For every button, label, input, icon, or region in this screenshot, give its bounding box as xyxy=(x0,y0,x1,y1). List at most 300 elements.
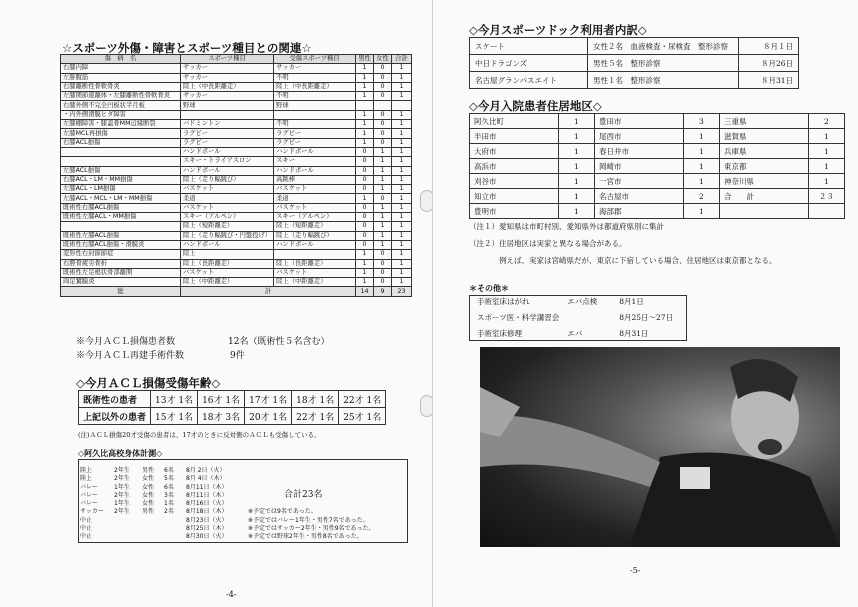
male-cell: 1 xyxy=(356,278,374,287)
total-label: 総 xyxy=(61,287,181,296)
total-cell: 1 xyxy=(391,259,411,268)
sport-cell: サッカー xyxy=(180,73,273,82)
male-cell: 0 xyxy=(356,203,374,212)
female-cell: 0 xyxy=(373,250,391,259)
injury-sport-cell: ハンドボール xyxy=(274,240,356,249)
event-row xyxy=(473,293,677,309)
athlete-grade: 2年生 xyxy=(114,491,130,499)
injury-sport-cell: 陸上（中長距離走） xyxy=(274,82,356,91)
age-note: (注)ＡＣＬ損傷20才受傷の患者は、17才のときに反対側のＡＣＬも受傷している。 xyxy=(78,431,321,439)
injury-sport-cell: 柔道 xyxy=(274,194,356,203)
athlete-grade: 2年生 xyxy=(114,467,130,474)
injury-row xyxy=(61,203,412,212)
diagnosis-cell: 既術性左膝ACL損傷 xyxy=(61,231,181,240)
area-count: 1 xyxy=(683,129,719,144)
area-count: 1 xyxy=(808,129,844,144)
athlete-date: 8月 2日（火） xyxy=(186,467,226,474)
injury-table-title: ☆スポーツ外傷・障害とスポーツ種目との関連☆ xyxy=(62,41,312,55)
area-name: 春日井市 xyxy=(594,144,683,159)
injury-sport-cell: ラグビー xyxy=(274,129,356,138)
injury-row xyxy=(61,101,412,110)
area-name: 海部郡 xyxy=(594,204,683,219)
male-cell: 0 xyxy=(356,222,374,231)
age-cell: 20才 1名 xyxy=(245,408,292,425)
athlete-sport: サッカー xyxy=(80,508,104,516)
area-name: 豊明市 xyxy=(470,204,559,219)
injury-row xyxy=(61,73,412,82)
athlete-sport: バレー xyxy=(80,500,99,508)
sport-cell: 柔道 xyxy=(180,194,273,203)
injury-row xyxy=(61,147,412,156)
injury-sport-cell: 陸上（長距離走） xyxy=(274,259,356,268)
male-cell: 1 xyxy=(356,138,374,147)
diagnosis-cell: 左膝MCL再損傷 xyxy=(61,129,181,138)
diagnosis-cell xyxy=(61,157,181,166)
event-who xyxy=(563,309,615,325)
sport-cell: 陸上（走り幅跳び・円盤投げ） xyxy=(180,231,273,240)
injury-sport-cell: 高跳棒 xyxy=(274,175,356,184)
diagnosis-cell: 変形性右封節節症 xyxy=(61,250,181,259)
diagnosis-cell: 右膝ACL・LM・MM損傷 xyxy=(61,175,181,184)
male-cell: 1 xyxy=(356,194,374,203)
athlete-photo xyxy=(480,347,840,547)
area-name: 岡崎市 xyxy=(594,159,683,174)
diagnosis-cell: 左膝棚障害・膝蓋骨MM辺縁断裂 xyxy=(61,120,181,129)
total-cell: 1 xyxy=(391,82,411,91)
injury-row xyxy=(61,222,412,231)
header-male: 男性 xyxy=(356,55,374,64)
area-name xyxy=(719,204,808,219)
area-name: 知立市 xyxy=(470,189,559,204)
sport-cell: バドミントン xyxy=(180,120,273,129)
injury-sport-cell: ハンドボール xyxy=(274,166,356,175)
female-cell: 1 xyxy=(373,175,391,184)
athlete-count: 2名 xyxy=(164,508,174,516)
injury-row xyxy=(61,92,412,101)
area-count: 1 xyxy=(558,144,594,159)
injury-sport-cell: バスケット xyxy=(274,203,356,212)
injury-sport-cell: バスケット xyxy=(274,268,356,277)
diagnosis-cell: 左膝ACL・MCL・LM・MM損傷 xyxy=(61,194,181,203)
diagnosis-cell: 左膝関節遊離体・左膝離断性骨軟骨炎 xyxy=(61,92,181,101)
diagnosis-cell: 左膝ACL損傷 xyxy=(61,166,181,175)
total-cell: 1 xyxy=(391,203,411,212)
diagnosis-cell: 既術性右膝ACL損傷・滑膜炎 xyxy=(61,240,181,249)
user-row xyxy=(470,55,799,72)
total-cell xyxy=(391,101,411,110)
user-date: ８月26日 xyxy=(739,55,799,72)
female-cell: 0 xyxy=(373,92,391,101)
athlete-photo-art xyxy=(480,347,840,547)
male-cell: 1 xyxy=(356,120,374,129)
area-name: 尾西市 xyxy=(594,129,683,144)
athlete-sport: 中止 xyxy=(80,516,93,524)
injury-sport-cell: 不明 xyxy=(274,120,356,129)
total-label-2: 計 xyxy=(180,287,355,296)
injury-row xyxy=(61,213,412,222)
athlete-count: 6名 xyxy=(164,483,174,491)
total-cell: 1 xyxy=(391,138,411,147)
total-cell: 1 xyxy=(391,222,411,231)
area-count: 1 xyxy=(558,159,594,174)
user-team: スケート xyxy=(470,38,588,55)
injury-sport-cell: サッカー xyxy=(274,64,356,73)
user-team: 中日ドラゴンズ xyxy=(470,55,588,72)
female-cell: 1 xyxy=(373,240,391,249)
user-row xyxy=(470,72,799,89)
area-count: 1 xyxy=(558,189,594,204)
athlete-row xyxy=(80,517,400,525)
female-cell: 1 xyxy=(373,203,391,212)
area-name: 合 計 xyxy=(719,189,808,204)
area-name: 東京都 xyxy=(719,159,808,174)
sport-cell: 野球 xyxy=(180,101,273,110)
user-detail: 女性２名 血液検査・尿検査 整形診察 xyxy=(588,38,739,55)
area-count: 1 xyxy=(558,129,594,144)
injury-row xyxy=(61,82,412,91)
age-table xyxy=(78,390,386,425)
athlete-count: 5名 xyxy=(164,475,174,483)
athlete-sex: 男性 xyxy=(142,508,155,516)
athlete-sport: 中止 xyxy=(80,525,93,533)
event-date: 8月31日 xyxy=(619,328,649,338)
injury-row xyxy=(61,157,412,166)
athlete-date: 8月 4日（木） xyxy=(186,475,226,483)
total-cell: 1 xyxy=(391,147,411,156)
total-male: 14 xyxy=(356,287,374,296)
athlete-count: 1名 xyxy=(164,500,174,508)
sport-cell: ラグビー xyxy=(180,129,273,138)
page-number-left: -4- xyxy=(226,590,237,599)
male-cell: 0 xyxy=(356,213,374,222)
athlete-sport: 中止 xyxy=(80,533,93,541)
event-row xyxy=(473,325,677,341)
male-cell: 0 xyxy=(356,231,374,240)
athlete-row xyxy=(80,533,400,541)
area-name: 大府市 xyxy=(470,144,559,159)
athlete-date: 8月23日（火） xyxy=(186,516,228,524)
diagnosis-cell: 既術性左足根状骨部離開 xyxy=(61,268,181,277)
female-cell: 0 xyxy=(373,120,391,129)
athlete-date: 8月30日（火） xyxy=(186,533,228,541)
injury-row xyxy=(61,250,412,259)
male-cell xyxy=(356,101,374,110)
female-cell: 0 xyxy=(373,64,391,73)
area-count: 1 xyxy=(808,144,844,159)
injury-total-row xyxy=(61,287,412,296)
female-cell: 1 xyxy=(373,231,391,240)
event-name: スポーツ医・科学講習会 xyxy=(477,312,560,322)
injury-row xyxy=(61,175,412,184)
injury-sport-cell: 野球 xyxy=(274,101,356,110)
athlete-sex: 男性 xyxy=(142,467,155,474)
diagnosis-cell xyxy=(61,147,181,156)
athlete-note: ※予定ではバレー1年生・男性7名であった。 xyxy=(248,516,369,524)
sport-cell: ハンドボール xyxy=(180,147,273,156)
sport-cell: 陸上（長距離走） xyxy=(180,259,273,268)
area-name: 滋賀県 xyxy=(719,129,808,144)
injury-row xyxy=(61,166,412,175)
female-cell: 0 xyxy=(373,278,391,287)
athlete-count: 3名 xyxy=(164,491,174,499)
male-cell: 0 xyxy=(356,157,374,166)
acl-patients-label: ※今月ＡＣＬ損傷患者数 xyxy=(76,337,176,347)
male-cell: 0 xyxy=(356,147,374,156)
total-cell: 1 xyxy=(391,194,411,203)
female-cell: 0 xyxy=(373,110,391,119)
female-cell: 1 xyxy=(373,213,391,222)
age-cell: 18才 3名 xyxy=(198,408,245,425)
injury-row xyxy=(61,194,412,203)
area-count: 1 xyxy=(558,174,594,189)
area-count: 1 xyxy=(683,174,719,189)
female-cell: 1 xyxy=(373,166,391,175)
area-count: 1 xyxy=(558,114,594,129)
athlete-date: 8月11日（木） xyxy=(186,483,228,491)
female-cell: 0 xyxy=(373,268,391,277)
athlete-jersey xyxy=(630,453,840,548)
users-table xyxy=(469,37,799,89)
injury-sport-cell: 陸上（短距離走） xyxy=(274,222,356,231)
total-cell: 1 xyxy=(391,157,411,166)
injury-sport-cell: 陸上（中距離走） xyxy=(274,278,356,287)
sport-cell: バスケット xyxy=(180,185,273,194)
male-cell: 1 xyxy=(356,110,374,119)
sport-cell: バスケット xyxy=(180,203,273,212)
female-cell: 1 xyxy=(373,185,391,194)
female-cell: 1 xyxy=(373,157,391,166)
residence-row xyxy=(470,129,845,144)
events-title: ＊その他＊ xyxy=(469,283,509,293)
male-cell: 0 xyxy=(356,166,374,175)
diagnosis-cell: 既術性左膝ACL・MM損傷 xyxy=(61,213,181,222)
athlete-row xyxy=(80,492,400,500)
event-date: 8月25日〜27日 xyxy=(619,312,674,322)
athlete-sport: 陸上 xyxy=(80,467,93,474)
area-name: 一宮市 xyxy=(594,174,683,189)
athlete-grade: 1年生 xyxy=(114,483,130,491)
sport-cell: ラグビー xyxy=(180,138,273,147)
athlete-note: ※予定ではサッカー2年生・男性9名であった。 xyxy=(248,525,375,533)
athlete-sex: 女性 xyxy=(142,483,155,491)
area-count: 2 xyxy=(683,189,719,204)
area-name: 豊田市 xyxy=(594,114,683,129)
total-cell: 1 xyxy=(391,175,411,184)
injury-table xyxy=(60,54,412,297)
injury-table-header xyxy=(61,55,412,64)
athlete-list xyxy=(80,467,400,542)
area-count: 1 xyxy=(683,159,719,174)
age-cell: 13才 1名 xyxy=(151,391,198,408)
male-cell: 0 xyxy=(356,240,374,249)
athlete-date: 8月25日（木） xyxy=(186,525,228,533)
area-name: 阿久比町 xyxy=(470,114,559,129)
injury-row xyxy=(61,278,412,287)
male-cell: 1 xyxy=(356,92,374,101)
event-name: 手術室床修理 xyxy=(477,328,522,338)
total-cell: 1 xyxy=(391,240,411,249)
area-count: 1 xyxy=(558,204,594,219)
diagnosis-cell: 右膝内障 xyxy=(61,64,181,73)
sport-cell: 陸上 xyxy=(180,250,273,259)
total-cell: 1 xyxy=(391,73,411,82)
athlete-sex: 女性 xyxy=(142,475,155,483)
residence-row xyxy=(470,144,845,159)
acl-patients-value: 12名（既術性５名含む） xyxy=(228,337,330,347)
area-count xyxy=(808,204,844,219)
injury-sport-cell: 不明 xyxy=(274,73,356,82)
injury-row xyxy=(61,268,412,277)
event-who: エバ xyxy=(567,328,583,338)
residence-title: ◇今月入院患者住居地区◇ xyxy=(469,99,602,113)
athlete-total: 合計23名 xyxy=(284,490,323,500)
female-cell: 0 xyxy=(373,138,391,147)
diagnosis-cell: 左膝ACL・LM損傷 xyxy=(61,185,181,194)
athlete-sport: バレー xyxy=(80,491,99,499)
diagnosis-cell: 右膝離断性骨軟骨炎 xyxy=(61,82,181,91)
total-cell: 1 xyxy=(391,213,411,222)
age-cell: 22才 1名 xyxy=(339,391,386,408)
male-cell: 1 xyxy=(356,73,374,82)
header-female: 女性 xyxy=(373,55,391,64)
total-cell: 1 xyxy=(391,129,411,138)
sport-cell: 陸上（走り幅跳び） xyxy=(180,175,273,184)
male-cell: 1 xyxy=(356,259,374,268)
injury-sport-cell: 陸上（走り幅跳び） xyxy=(274,231,356,240)
user-date: ８月31日 xyxy=(739,72,799,89)
total-cell: 1 xyxy=(391,250,411,259)
age-row xyxy=(79,391,386,408)
event-who: エバ点検 xyxy=(567,296,598,306)
injury-sport-cell: ハンドボール xyxy=(274,147,356,156)
area-name: 神奈川県 xyxy=(719,174,808,189)
athlete-row xyxy=(80,475,400,483)
user-team: 名古屋グランパスエイト xyxy=(470,72,588,89)
residence-row xyxy=(470,159,845,174)
event-row xyxy=(473,309,677,325)
events-table xyxy=(473,293,677,341)
injury-row xyxy=(61,231,412,240)
sport-cell: スキー（アルペン） xyxy=(180,213,273,222)
male-cell: 1 xyxy=(356,129,374,138)
injury-sport-cell: 不明 xyxy=(274,92,356,101)
athlete-mouth xyxy=(758,439,782,455)
residence-table xyxy=(469,113,845,219)
female-cell xyxy=(373,101,391,110)
athlete-note: ※予定では9名であった。 xyxy=(248,508,317,516)
age-cell: 16才 1名 xyxy=(198,391,245,408)
age-row-head: 上記以外の患者 xyxy=(79,408,151,425)
total-cell: 1 xyxy=(391,166,411,175)
sport-cell: 陸上（短距離走） xyxy=(180,222,273,231)
injury-row xyxy=(61,110,412,119)
injury-row xyxy=(61,138,412,147)
injury-row xyxy=(61,240,412,249)
area-count: 1 xyxy=(808,174,844,189)
acl-surgery-label: ※今月ＡＣＬ再建手術件数 xyxy=(76,351,185,361)
age-cell: 17才 1名 xyxy=(245,391,292,408)
athlete-row xyxy=(80,508,400,516)
injury-sport-cell: バスケット xyxy=(274,185,356,194)
residence-row xyxy=(470,114,845,129)
athlete-date: 8月18日（木） xyxy=(186,508,228,516)
sport-cell: バスケット xyxy=(180,268,273,277)
area-name: 高浜市 xyxy=(470,159,559,174)
sport-cell: 陸上（中距離走） xyxy=(180,278,273,287)
total-female: 9 xyxy=(373,287,391,296)
injury-sport-cell: スキー（アルペン） xyxy=(274,213,356,222)
female-cell: 0 xyxy=(373,129,391,138)
diagnosis-cell: 右脛骨疲労骨折 xyxy=(61,259,181,268)
diagnosis-cell: ・内外側滑膜ヒダ障害 xyxy=(61,110,181,119)
age-row-head: 既術性の患者 xyxy=(79,391,151,408)
female-cell: 1 xyxy=(373,147,391,156)
age-cell: 15才 1名 xyxy=(151,408,198,425)
note-3: 例えば、実家は宮崎県だが、東京に下宿している場合、住居地区は東京都となる。 xyxy=(499,256,777,265)
athlete-date: 8月16日（火） xyxy=(186,500,228,508)
residence-row xyxy=(470,174,845,189)
total-cell: 1 xyxy=(391,231,411,240)
injury-sport-cell: ラグビー xyxy=(274,138,356,147)
sport-cell: サッカー xyxy=(180,64,273,73)
athlete-sex: 女性 xyxy=(142,491,155,499)
area-name: 三重県 xyxy=(719,114,808,129)
header-injury-sport: 受傷スポーツ種目 xyxy=(274,55,356,64)
area-count: 3 xyxy=(683,114,719,129)
event-date: 8月1日 xyxy=(619,296,644,306)
female-cell: 0 xyxy=(373,82,391,91)
female-cell: 0 xyxy=(373,194,391,203)
note-2: （注２）住居地区は実家と異なる場合がある。 xyxy=(469,239,627,248)
diagnosis-cell: 既術性右膝ACL損傷 xyxy=(61,203,181,212)
athlete-grade: 1年生 xyxy=(114,500,130,508)
diagnosis-cell: 両足鵞膜炎 xyxy=(61,278,181,287)
user-detail: 男性５名 整形診察 xyxy=(588,55,739,72)
age-cell: 22才 1名 xyxy=(292,408,339,425)
sport-cell: ハンドボール xyxy=(180,166,273,175)
sport-cell xyxy=(180,110,273,119)
female-cell: 0 xyxy=(373,73,391,82)
male-cell: 1 xyxy=(356,250,374,259)
total-cell: 1 xyxy=(391,268,411,277)
athlete-count: 6名 xyxy=(164,467,174,474)
total-cell: 1 xyxy=(391,110,411,119)
athlete-sex: 女性 xyxy=(142,500,155,508)
event-name: 手術室床はがれ xyxy=(477,296,530,306)
total-cell: 1 xyxy=(391,64,411,73)
area-name: 刈谷市 xyxy=(470,174,559,189)
sport-cell: スキー・トライアスロン xyxy=(180,157,273,166)
sport-cell: ハンドボール xyxy=(180,240,273,249)
male-cell: 1 xyxy=(356,82,374,91)
injury-sport-cell xyxy=(274,110,356,119)
header-diagnosis: 傷 病 名 xyxy=(61,55,181,64)
male-cell: 0 xyxy=(356,185,374,194)
age-title: ◇今月ＡＣＬ損傷受傷年齢◇ xyxy=(76,376,221,390)
diagnosis-cell xyxy=(61,222,181,231)
area-count: ２３ xyxy=(808,189,844,204)
male-cell: 0 xyxy=(356,175,374,184)
male-cell: 1 xyxy=(356,64,374,73)
total-cell: 1 xyxy=(391,92,411,101)
diagnosis-cell: 左腓腹筋 xyxy=(61,73,181,82)
female-cell: 1 xyxy=(373,222,391,231)
user-row xyxy=(470,38,799,55)
area-count: 1 xyxy=(683,144,719,159)
injury-row xyxy=(61,259,412,268)
athlete-sport: 陸上 xyxy=(80,475,93,483)
user-date: ８月１日 xyxy=(739,38,799,55)
